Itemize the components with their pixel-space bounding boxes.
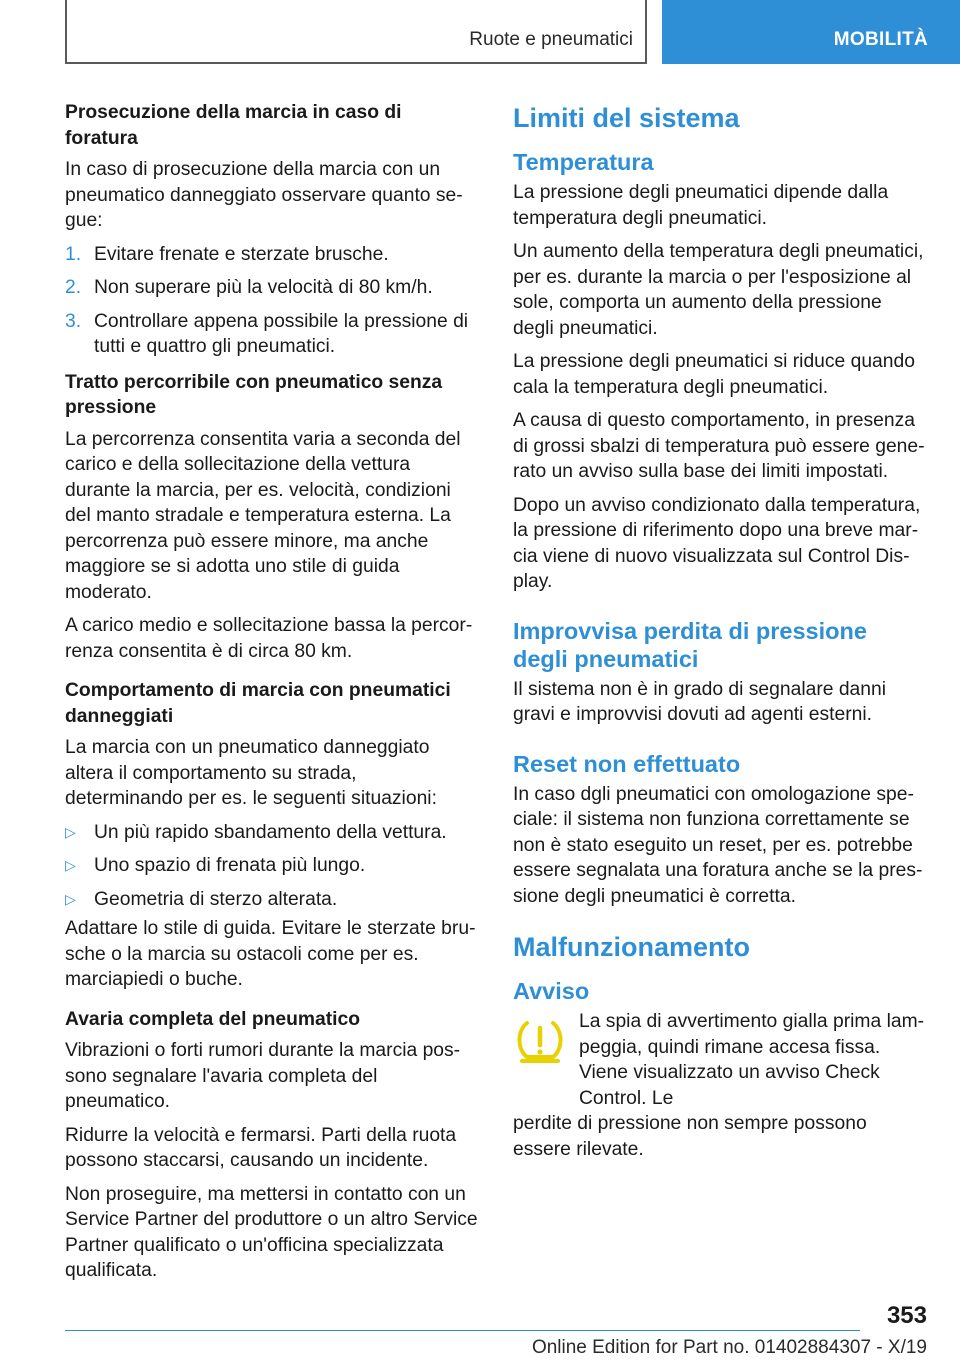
heading-puncture-driving: Prosecuzione della marcia in caso di foratura bbox=[65, 102, 402, 149]
heading-driving-behavior: Comportamento di marcia con pneumatici danneggiati bbox=[65, 680, 451, 727]
triangle-bullet-icon: ▷ bbox=[65, 890, 76, 907]
paragraph: La pressione degli pneumatici dipende dalla temperatura degli pneumatici. bbox=[513, 182, 889, 229]
heading-range: Tratto percorribile con pneumatico senza pressione bbox=[65, 371, 443, 418]
heading-system-limits: Limiti del sistema bbox=[513, 103, 740, 133]
running-header-section: Ruote e pneumatici bbox=[469, 29, 633, 50]
list-item bbox=[65, 275, 479, 301]
heading-reset-not-done: Reset non effettuato bbox=[513, 750, 741, 777]
footer-divider bbox=[65, 1330, 860, 1331]
heading-sudden-pressure-loss: Improvvisa perdita di pressione degli pneumatici bbox=[513, 617, 867, 672]
list-item bbox=[65, 887, 479, 913]
tire-pressure-warning-icon bbox=[513, 1015, 567, 1067]
paragraph: Vibrazioni o forti rumori durante la marcia possono segnalare l'avaria completa del pneumatico. bbox=[65, 1040, 461, 1112]
step-text: Non superare più la velocità di 80 km/h. bbox=[94, 277, 433, 298]
bullet-text: Un più rapido sbandamento della vettura. bbox=[94, 821, 447, 843]
paragraph: A carico medio e sollecitazione bassa la percorrenza consentita è di circa 80 km. bbox=[65, 615, 473, 662]
paragraph: La pressione degli pneumatici si riduce quando cala la temperatura degli pneumatici. bbox=[513, 351, 915, 398]
warning-block bbox=[513, 1009, 927, 1162]
step-text: Evitare frenate e sterzate brusche. bbox=[94, 243, 389, 265]
paragraph: Ridurre la velocità e fermarsi. Parti della ruota possono staccarsi, causando un incidente. bbox=[65, 1124, 457, 1171]
paragraph: Adattare lo stile di guida. Evitare le sterzate brusche o la marcia su ostacoli come per es. marciapiedi o buche. bbox=[65, 918, 476, 990]
heading-warning: Avviso bbox=[513, 978, 590, 1004]
step-number: 2. bbox=[65, 277, 82, 298]
paragraph: Non proseguire, ma mettersi in contatto con un Service Partner del produttore o un altro Service Partner qualificato o un'officina specializzata qualificata. bbox=[65, 1183, 478, 1281]
footer-edition: Online Edition for Part no. 01402884307 - X/19 bbox=[531, 1337, 927, 1358]
paragraph: Il sistema non è in grado di segnalare danni gravi e improvvisi dovuti ad agenti esterni. bbox=[513, 678, 887, 725]
left-column bbox=[65, 100, 479, 1292]
paragraph: La percorrenza consentita varia a seconda del carico e della sollecitazione della vettura durante la marcia, per es. velocità, condizioni del manto stradale e temperatura esterna. La percorrenza può essere minore, ma anche maggiore se si adotta uno stile di guida moderato. bbox=[65, 428, 461, 603]
bullet-list bbox=[65, 820, 479, 913]
step-number: 1. bbox=[65, 243, 82, 265]
numbered-steps bbox=[65, 242, 479, 360]
step-number: 3. bbox=[65, 310, 82, 332]
heading-temperature: Temperatura bbox=[513, 149, 654, 175]
triangle-bullet-icon: ▷ bbox=[65, 823, 76, 840]
header-section-box bbox=[65, 0, 647, 64]
paragraph: In caso dgli pneumatici con omologazione speciale: il sistema non funziona correttamente se non è stato eseguito un reset, per es. potrebbe essere segnalata una foratura anche se la pressione degli pneumatici è corretta. bbox=[513, 783, 923, 907]
list-item bbox=[65, 853, 479, 879]
heading-malfunction: Malfunzionamento bbox=[513, 932, 750, 962]
heading-tire-failure: Avaria completa del pneumatico bbox=[65, 1008, 361, 1030]
step-text: Controllare appena possibile la pressione di tutti e quattro gli pneumatici. bbox=[94, 310, 469, 357]
paragraph: La spia di avvertimento gialla prima lampeggia, quindi rimane accesa fissa. Viene visualizzato un avviso Check Control. Le bbox=[579, 1011, 925, 1109]
list-item bbox=[65, 242, 479, 268]
list-item bbox=[65, 309, 479, 360]
paragraph: A causa di questo comportamento, in presenza di grossi sbalzi di temperatura può essere generato un avviso sulla base dei limiti impostati. bbox=[513, 410, 925, 482]
paragraph: La marcia con un pneumatico danneggiato altera il comportamento su strada, determinando per es. le seguenti situazioni: bbox=[65, 737, 437, 809]
triangle-bullet-icon: ▷ bbox=[65, 857, 76, 873]
chapter-tab bbox=[662, 0, 960, 64]
paragraph: In caso di prosecuzione della marcia con un pneumatico danneggiato osservare quanto segue: bbox=[65, 159, 463, 231]
paragraph: perdite di pressione non sempre possono essere rilevate. bbox=[513, 1113, 867, 1160]
page-number: 353 bbox=[886, 1302, 927, 1329]
right-column bbox=[513, 102, 927, 1170]
paragraph: Dopo un avviso condizionato dalla temperatura, la pressione di riferimento dopo una breve marcia viene di nuovo visualizzata sul Control Display. bbox=[513, 494, 921, 592]
list-item bbox=[65, 820, 479, 846]
bullet-text: Uno spazio di frenata più lungo. bbox=[94, 855, 366, 876]
bullet-text: Geometria di sterzo alterata. bbox=[94, 888, 338, 910]
paragraph: Un aumento della temperatura degli pneumatici, per es. durante la marcia o per l'esposizione al sole, comporta un aumento della pressione degli pneumatici. bbox=[513, 241, 924, 339]
chapter-label: MOBILITÀ bbox=[833, 29, 928, 50]
